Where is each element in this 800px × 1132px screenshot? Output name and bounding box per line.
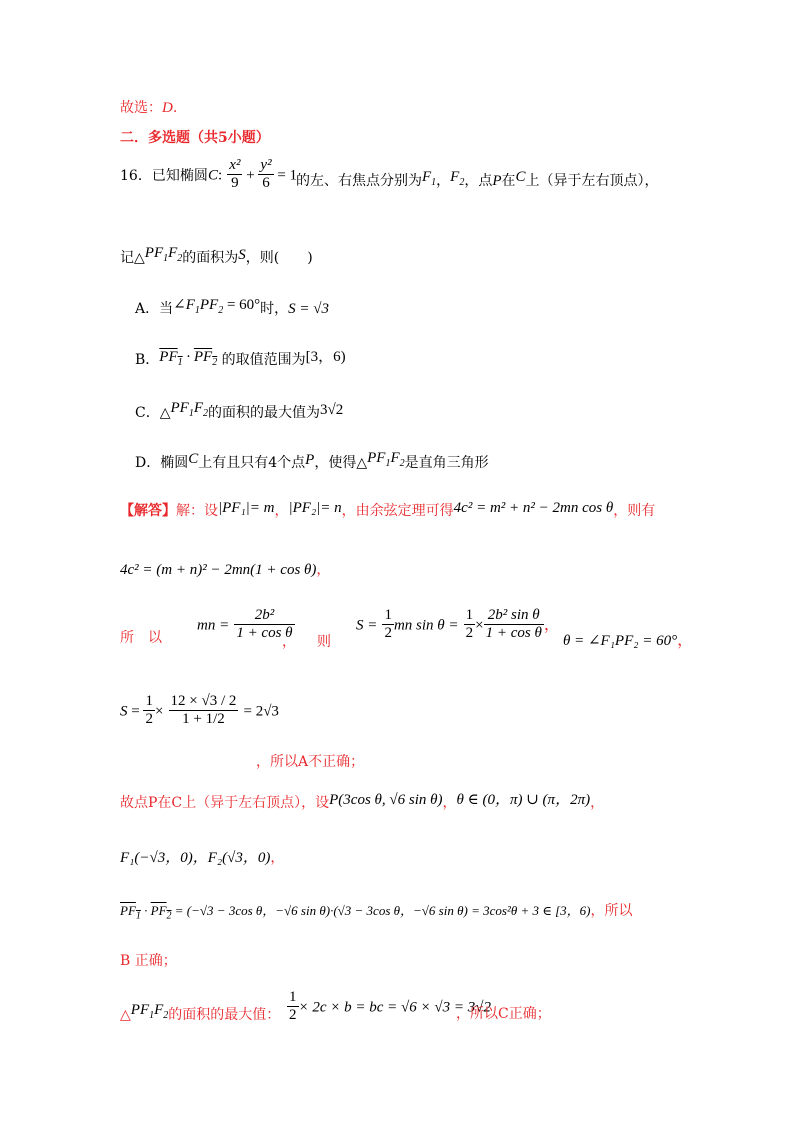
solution-line1: 【解答】解：设|PF₁|= m，|PF₂|= n，由余弦定理可得4c² = m² + n² − 2mn cos θ，则有 — [120, 500, 656, 519]
max-area-pre: △ — [120, 1007, 131, 1023]
half-num: 1 — [384, 607, 392, 623]
option-d-text1: 上有且只有4个点 — [198, 455, 306, 471]
s-calc-fraction — [169, 693, 239, 729]
s-label: S = — [356, 617, 378, 634]
s-half-2: $\frac{1}{2}$ — [465, 607, 474, 642]
frac-y2-6: $\frac{\text{y²}}{6}$ — [260, 157, 272, 192]
option-d-text3: 是直角三角形 — [404, 455, 489, 471]
b-correct: B 正确； — [120, 953, 177, 969]
frac-x2-9: $\frac{\text{x²}}{9}$ — [229, 157, 241, 192]
max-area-eq-text: × 2c × b = bc = √6 × √3 = 3√2 — [298, 999, 491, 1016]
line2-mid: 的面积为 — [182, 250, 239, 266]
option-d-text2: ，使得△ — [314, 455, 368, 471]
s-calc-num: 12 × √3 / 2 — [170, 693, 237, 709]
solution-eq2: 4c² = (m + n)² − 2mn(1 + cos θ) — [120, 562, 317, 578]
s-half-1 — [382, 607, 394, 643]
option-a: A．当$\angle F_1PF_2 = 60^\circ$时，S = √3 — [135, 297, 330, 317]
solution-then: ，则有 — [613, 503, 656, 519]
foci-coords: F₁(−√3，0)，F₂(√3，0) — [120, 850, 271, 866]
solution-line2: 4c² = (m + n)² − 2mn(1 + cos θ)， — [120, 562, 331, 578]
ellipse-c-ref: C — [515, 169, 526, 185]
solution-pf1: |PF₁|= m — [218, 500, 275, 516]
solution-line6: F₁(−√3，0)，F₂(√3，0)， — [120, 850, 285, 866]
option-a-s: S = √3 — [288, 301, 330, 317]
option-a-eq: = 60° — [223, 297, 261, 313]
solution-line8 — [120, 954, 177, 968]
p-param: P(3cos θ, √6 sin θ) — [329, 792, 443, 808]
option-a-mid: PF — [199, 297, 219, 313]
question-16-line1 — [120, 169, 208, 183]
option-d-label: D．椭圆 — [135, 455, 189, 471]
theta-eq-text: θ = ∠F₁PF₂ = 60° — [563, 633, 678, 649]
theta-eq: θ = ∠F₁PF₂ = 60°， — [563, 630, 694, 649]
answer-end: . — [172, 100, 178, 116]
s-calc-den: 1 + 1/2 — [169, 710, 239, 728]
s-calc-result: = 2√3 — [243, 703, 279, 720]
option-a-angle: ∠F — [173, 297, 195, 313]
so-b: ，所以 — [590, 903, 633, 919]
s-fraction — [484, 607, 544, 643]
then-label: ， 则 — [282, 634, 331, 650]
point-p: P — [492, 173, 502, 189]
question-number: 16．已知椭圆 — [120, 168, 208, 184]
option-d-c: C — [188, 451, 199, 467]
ellipse-name: C — [208, 167, 219, 184]
s-mid: mn sin θ = — [393, 617, 459, 634]
max-area-text: 的面积的最大值： — [168, 1007, 281, 1023]
option-d: D．椭圆C上有且只有4个点P，使得$\triangle PF_1F_2$是直角三角形 — [135, 450, 489, 471]
option-b-text: 的取值范围为 — [221, 352, 306, 368]
option-a-time: 时， — [260, 301, 289, 317]
solution-pf2: |PF₂|= n — [288, 500, 342, 516]
area-s: S — [238, 247, 246, 263]
dot-product-eq: = (−√3 − 3cos θ，−√6 sin θ)·(√3 − 3cos θ，−√6 sin θ) = 3cos²θ + 3 ∈ [3，6) — [174, 903, 591, 918]
hence-p: 故点P在C上（异于左右顶点），设 — [120, 795, 330, 811]
answer-prefix: 故选： — [120, 100, 162, 116]
f2-label: F — [450, 169, 460, 185]
option-b-label: B． — [135, 352, 160, 368]
solution-line3-label: 所 以 — [120, 630, 162, 646]
mn-label: mn = — [197, 617, 230, 634]
ellipse-equation: C: $\frac{\text{x²}}{9}$ + $\frac{\text{y²}}{6}$ = 1 — [208, 157, 298, 192]
on-text: 在 — [501, 173, 516, 189]
solution-line5: 故点P在C上（异于左右顶点），设P(3cos θ, √6 sin θ)，θ ∈ (0，π) ∪ (π，2π)， — [120, 792, 605, 811]
line2-pre: 记△ — [120, 250, 145, 266]
option-c: C．$\triangle PF_1F_2$的面积的最大值为3√2 — [135, 400, 344, 421]
s-formula: S = $\frac{1}{2}$ mn sin θ = $\frac{1}{2}$ × $\frac{\text{2b² sin θ}}{\text{1 + cos θ}}$ ， — [356, 607, 560, 642]
section-heading: 二．多选题（共5小题） — [120, 130, 270, 146]
not-a-text: ，所以A不正确； — [256, 754, 365, 770]
option-b-range: [3，6) — [305, 349, 346, 365]
s-calc: S = $\frac{1}{2}$ × $\frac{12 \times √3 / 2}{1 + 1/2}$ = 2√3 — [120, 693, 279, 728]
solution-line9-left: $\triangle PF_1F_2$的面积的最大值： — [120, 1002, 281, 1023]
mn-den: 1 + cos θ — [236, 625, 293, 642]
option-c-label: C．△ — [135, 405, 171, 421]
answer-line — [120, 101, 177, 116]
solution-intro: 解：设 — [176, 503, 218, 519]
ellipse-colon: : — [218, 167, 223, 184]
line2-end: ，则( ) — [245, 250, 313, 266]
option-c-text: 的面积的最大值为 — [207, 405, 320, 421]
comma: ， — [436, 173, 451, 189]
s-num: 2b² sin θ — [487, 607, 540, 623]
question-16-line2: 记$\triangle PF_1F_2$的面积为S，则( ) — [120, 245, 313, 266]
theta-range: θ ∈ (0，π) ∪ (π，2π) — [456, 792, 591, 808]
question-tail: 上（异于左右顶点）， — [525, 173, 659, 189]
question-16-foci-text: 的左、右焦点分别为$F_1$，$F_2$，点P在C上（异于左右顶点）， — [296, 169, 659, 189]
answer-choice: D — [162, 100, 173, 116]
option-d-p: P — [305, 452, 315, 468]
option-a-label: A．当 — [135, 301, 174, 317]
solution-tag: 【解答】 — [120, 503, 176, 519]
foci-text: 的左、右焦点分别为 — [296, 173, 422, 189]
mn-num: 2b² — [254, 607, 275, 623]
option-b: B．$PF_1 \cdot PF_2$ 的取值范围为[3，6) — [135, 349, 346, 368]
option-c-value: 3√2 — [319, 402, 344, 418]
max-area-eq: $\frac{1}{2}$ × 2c × b = bc = √6 × √3 = 3√2 — [289, 989, 491, 1024]
half-den: 2 — [384, 625, 392, 642]
point-text: ，点 — [464, 173, 493, 189]
s-den: 1 + cos θ — [485, 625, 542, 642]
solution-cosine: ，由余弦定理可得 — [341, 503, 454, 519]
solution-line7: $PF_1 \cdot PF_2 = (-√3 - 3\cos$ θ，−√6 sin θ)·(√3 − 3cos θ，−√6 sin θ) = 3cos²θ + 3 ∈ [3，6)，所以 — [120, 903, 633, 922]
solution-eq1: 4c² = m² + n² − 2mn cos θ — [453, 500, 614, 516]
f1-label: F — [422, 169, 432, 185]
so-c: ，所以C正确； — [456, 1006, 551, 1022]
triangle-pf: PF — [144, 245, 164, 261]
mn-formula — [197, 607, 295, 643]
